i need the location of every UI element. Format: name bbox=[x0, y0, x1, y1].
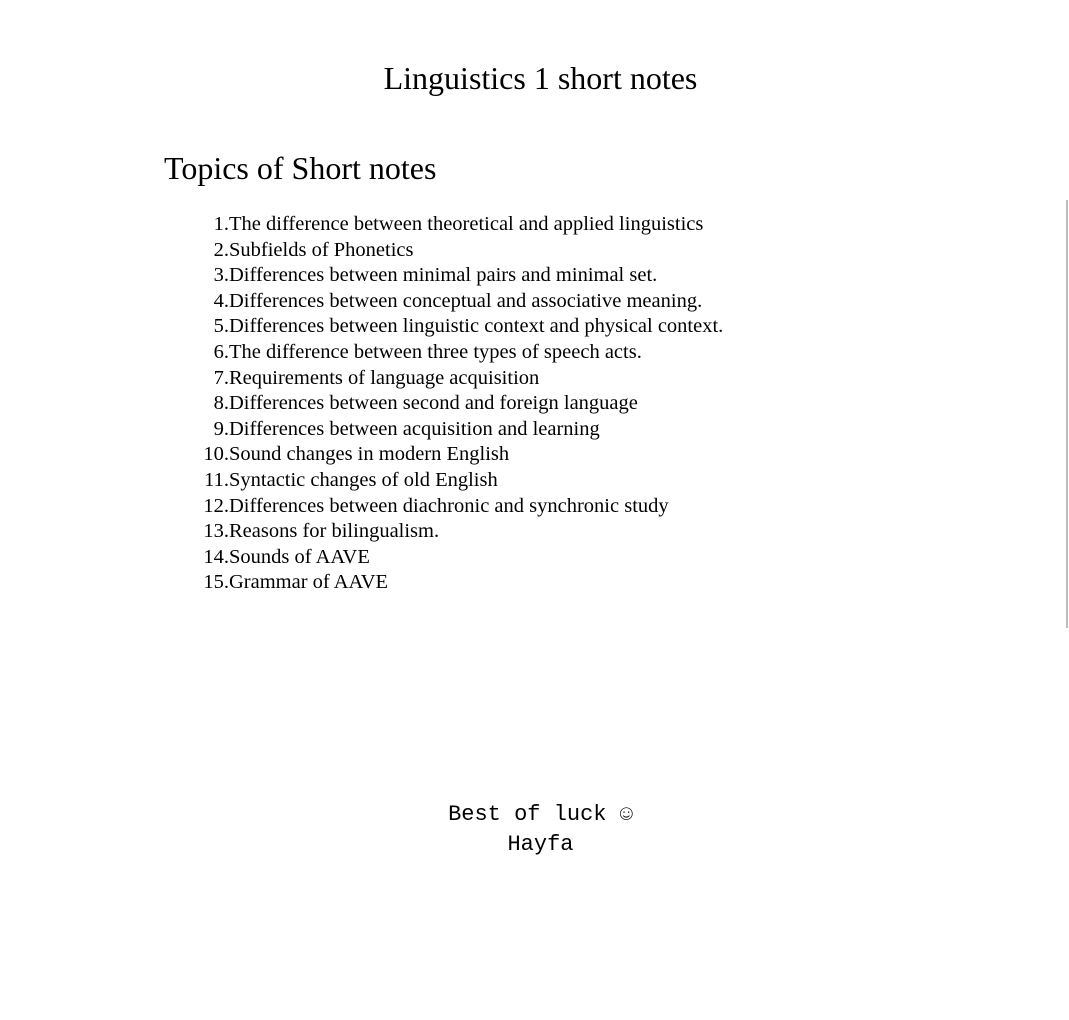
list-item bbox=[190, 340, 723, 366]
list-number: 9. bbox=[213, 417, 229, 440]
list-text: Differences between acquisition and learning bbox=[229, 417, 600, 440]
closing-line: Best of luck ☺ bbox=[448, 802, 633, 827]
page-edge-divider bbox=[1066, 200, 1068, 628]
list-item bbox=[190, 263, 723, 289]
list-text: Requirements of language acquisition bbox=[229, 366, 540, 389]
list-item bbox=[190, 494, 723, 520]
list-text: Syntactic changes of old English bbox=[229, 468, 498, 491]
list-number: 10. bbox=[203, 443, 229, 466]
list-text: Differences between minimal pairs and minimal set. bbox=[229, 264, 658, 287]
list-number: 13. bbox=[203, 520, 229, 543]
list-item bbox=[190, 545, 723, 571]
list-number: 14. bbox=[203, 545, 229, 568]
list-item bbox=[190, 314, 723, 340]
list-text: Reasons for bilingualism. bbox=[229, 520, 440, 543]
list-number: 3. bbox=[213, 264, 229, 287]
list-text: The difference between theoretical and applied linguistics bbox=[229, 213, 704, 235]
list-item bbox=[190, 212, 723, 238]
list-text: Subfields of Phonetics bbox=[229, 238, 414, 261]
list-number: 15. bbox=[203, 571, 229, 594]
list-number: 11. bbox=[204, 468, 229, 491]
signature: Hayfa bbox=[507, 832, 574, 857]
list-number: 12. bbox=[203, 494, 229, 517]
list-text: Differences between linguistic context and physical context. bbox=[229, 315, 724, 338]
list-item bbox=[190, 468, 723, 494]
list-item bbox=[190, 442, 723, 468]
list-item bbox=[190, 366, 723, 392]
list-number: 5. bbox=[213, 315, 229, 338]
list-item bbox=[190, 519, 723, 545]
list-number: 4. bbox=[213, 289, 229, 312]
topic-list bbox=[190, 212, 723, 596]
list-text: Grammar of AAVE bbox=[229, 571, 389, 594]
list-text: Sound changes in modern English bbox=[229, 443, 510, 466]
list-number: 1. bbox=[213, 213, 229, 235]
list-number: 6. bbox=[213, 340, 229, 363]
section-heading: Topics of Short notes bbox=[164, 150, 437, 186]
document-title: Linguistics 1 short notes bbox=[383, 60, 698, 96]
list-text: Differences between conceptual and associative meaning. bbox=[229, 289, 703, 312]
list-item bbox=[190, 417, 723, 443]
list-item bbox=[190, 391, 723, 417]
list-text: Differences between diachronic and synchronic study bbox=[229, 494, 669, 517]
list-item bbox=[190, 289, 723, 315]
list-text: The difference between three types of speech acts. bbox=[229, 340, 642, 363]
list-number: 2. bbox=[213, 238, 229, 261]
list-text: Differences between second and foreign language bbox=[229, 392, 638, 415]
list-text: Sounds of AAVE bbox=[229, 545, 370, 568]
closing-block bbox=[0, 800, 1069, 860]
list-number: 7. bbox=[213, 366, 229, 389]
list-item bbox=[190, 570, 723, 596]
list-item bbox=[190, 238, 723, 264]
list-number: 8. bbox=[213, 392, 229, 415]
